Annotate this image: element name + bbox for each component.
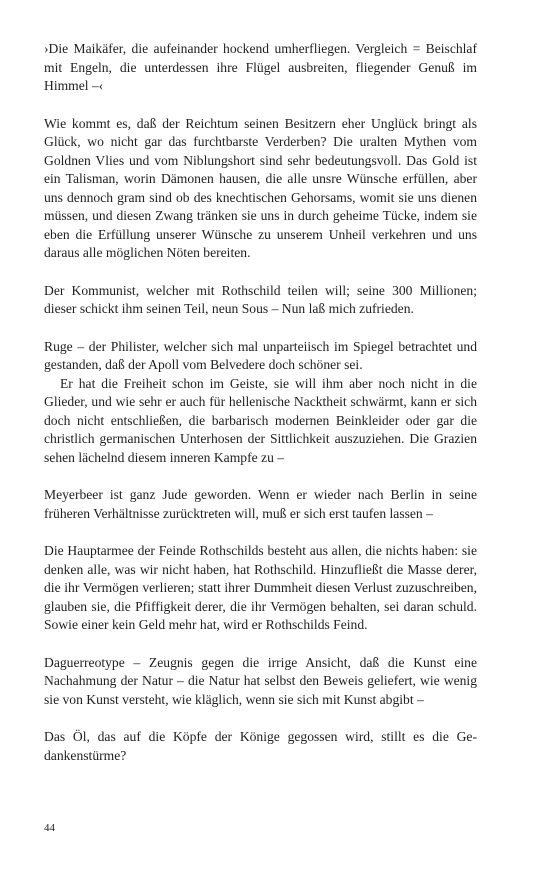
paragraph-freiheit: Er hat die Freiheit schon im Geiste, sie will ihm aber noch nicht in die Glieder, und wie sehr er auch für hellenische Nacktheit schwärmt, kann er sich doch nicht entschließen, die barbarisch modernen Beinkleider oder gar die christlich germanischen Unterhosen der Sittlichkeit auszuziehen. Die Grazien sehen lächelnd diesem inneren Kampfe zu – [44, 375, 477, 465]
paragraph-gap [44, 709, 477, 728]
paragraph-kommunist: Der Kommunist, welcher mit Rothschild teilen will; seine 300 Millionen; dieser schickt ihm seinen Teil, neun Sous – Nun laß mich zufrieden. [44, 282, 477, 316]
paragraph-gap [44, 319, 477, 338]
paragraph-gap [44, 467, 477, 486]
page-body [44, 40, 477, 765]
paragraph-gap [44, 523, 477, 542]
paragraph-reichtum: Wie kommt es, daß der Reichtum seinen Besitzern eher Unglück bringt als Glück, wo nicht gar das furchtbarste Verderben? Die uralten Mythen vom Goldnen Vlies und vom Niblungshort sind sehr bedeutungsvoll. Das Gold ist ein Talisman, worin Dämonen hausen, die alle unsre Wünsche erfüllen, aber uns dennoch gram sind ob des knechtischen Gehorsams, womit sie uns dienen müssen, und diesen Zwang tränken sie uns in durch geheime Tücke, indem sie eben die Erfüllung unserer Wünsche zu unserem Unheil verkehren und uns daraus alle möglichen Nöten bereiten. [44, 115, 477, 260]
page-number: 44 [44, 822, 55, 834]
paragraph-meyerbeer: Meyerbeer ist ganz Jude geworden. Wenn er wieder nach Berlin in seine früheren Verhältnisse zurücktreten will, muß er sich erst taufen lassen – [44, 487, 477, 521]
paragraph-maikaefer: ›Die Maikäfer, die aufeinander hockend umherfliegen. Vergleich = Beischlaf mit Engeln, die unterdessen ihre Flügel ausbreiten, fliegender Genuß im Himmel –‹ [44, 41, 477, 93]
paragraph-gap [44, 263, 477, 282]
paragraph-gap [44, 96, 477, 115]
paragraph-oel: Das Öl, das auf die Köpfe der Könige gegossen wird, stillt es die Gedankenstürme? [44, 729, 477, 763]
paragraph-ruge: Ruge – der Philister, welcher sich mal unparteiisch im Spiegel betrachtet und gestanden, daß der Apoll vom Belvedere doch schöner sei. [44, 338, 477, 372]
paragraph-gap [44, 635, 477, 654]
paragraph-hauptarmee: Die Hauptarmee der Feinde Rothschilds besteht aus allen, die nichts haben: sie denken alle, was wir nicht haben, hat Rothschild. Hinzufließt die Masse derer, die ihr Vermögen verlieren; statt ihrer Dummheit diesen Verlust zuzuschreiben, glauben sie, die Pfiffigkeit derer, die ihr Vermögen behalten, sei daran schuld. Sowie einer kein Geld mehr hat, wird er Rothschilds Feind. [44, 543, 477, 632]
paragraph-daguerreotype: Daguerreotype – Zeugnis gegen die irrige Ansicht, daß die Kunst eine Nachahmung der Natur – die Natur hat selbst den Beweis geliefert, wie wenig sie von Kunst versteht, wie kläglich, wenn sie sich mit Kunst abgibt – [44, 654, 477, 707]
